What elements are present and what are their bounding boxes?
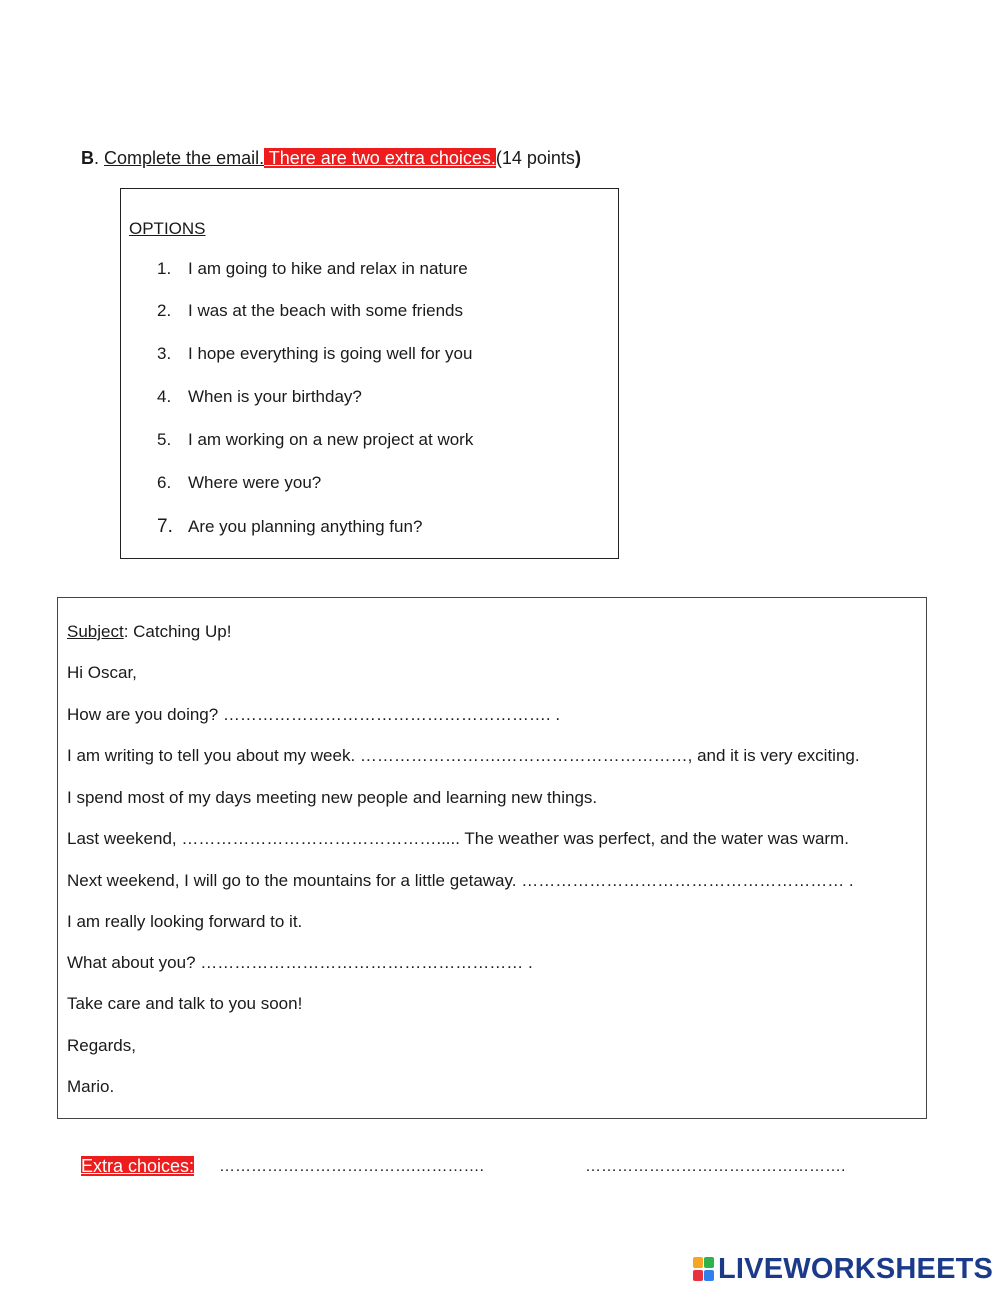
liveworksheets-mark-icon — [692, 1255, 716, 1283]
options-box — [120, 188, 619, 559]
subject-label: Subject — [67, 622, 124, 641]
email-box — [57, 597, 927, 1119]
email-line-blank-4[interactable]: Next weekend, I will go to the mountains for a little getaway. ………………………………………………… . — [67, 871, 854, 890]
option-text: I was at the beach with some friends — [188, 301, 463, 320]
option-text: I am going to hike and relax in nature — [188, 259, 468, 278]
exercise-heading — [81, 146, 581, 170]
extra-choice-blank-1[interactable]: ……………………………….…………. — [219, 1158, 484, 1175]
option-number: 2. — [157, 301, 172, 320]
option-item — [157, 387, 362, 407]
option-number: 6. — [157, 473, 172, 492]
email-line: I spend most of my days meeting new people and learning new things. — [67, 788, 598, 807]
exercise-letter: B — [81, 148, 94, 168]
option-item — [157, 301, 463, 321]
option-item — [157, 516, 422, 538]
option-text: When is your birthday? — [188, 387, 362, 406]
option-item — [157, 259, 468, 279]
heading-instruction: Complete the email. — [104, 148, 265, 168]
option-text: I am working on a new project at work — [188, 430, 474, 449]
option-item — [157, 430, 473, 450]
option-text: Where were you? — [188, 473, 322, 492]
extra-choice-blank-2[interactable]: …………………………………………. — [585, 1158, 846, 1175]
subject-value: : Catching Up! — [123, 622, 232, 641]
extra-choices-label: Extra choices: — [81, 1156, 195, 1176]
email-line-blank-5[interactable]: What about you? ………………………………………………… . — [67, 953, 533, 972]
brand-name: LIVEWORKSHEETS — [718, 1253, 994, 1285]
extra-choices — [81, 1156, 194, 1177]
email-line-blank-2[interactable]: I am writing to tell you about my week. …………………….……………………………, and it is very exciting. — [67, 746, 860, 765]
option-item — [157, 473, 321, 493]
option-text: Are you planning anything fun? — [188, 517, 423, 536]
email-signature: Mario. — [67, 1077, 115, 1096]
heading-highlight: There are two extra choices. — [264, 148, 496, 168]
email-subject — [67, 622, 231, 642]
email-greeting: Hi Oscar, — [67, 663, 137, 682]
option-number: 7. — [157, 516, 173, 537]
heading-dot: . — [94, 148, 105, 168]
heading-points-close: ) — [574, 148, 581, 168]
option-number: 1. — [157, 259, 172, 278]
option-number: 3. — [157, 344, 172, 363]
options-title: OPTIONS — [129, 219, 206, 238]
option-number: 5. — [157, 430, 172, 449]
option-number: 4. — [157, 387, 172, 406]
email-line-blank-3[interactable]: Last weekend, ………………………………………..... The weather was perfect, and the water was warm. — [67, 829, 849, 848]
heading-points: (14 points — [495, 148, 575, 168]
option-item — [157, 344, 472, 364]
option-text: I hope everything is going well for you — [188, 344, 473, 363]
email-line: Take care and talk to you soon! — [67, 994, 303, 1013]
email-line: I am really looking forward to it. — [67, 912, 303, 931]
liveworksheets-logo — [692, 1253, 993, 1285]
email-closing: Regards, — [67, 1036, 136, 1055]
email-line-blank-1[interactable]: How are you doing? …………………………………………………. . — [67, 705, 561, 724]
